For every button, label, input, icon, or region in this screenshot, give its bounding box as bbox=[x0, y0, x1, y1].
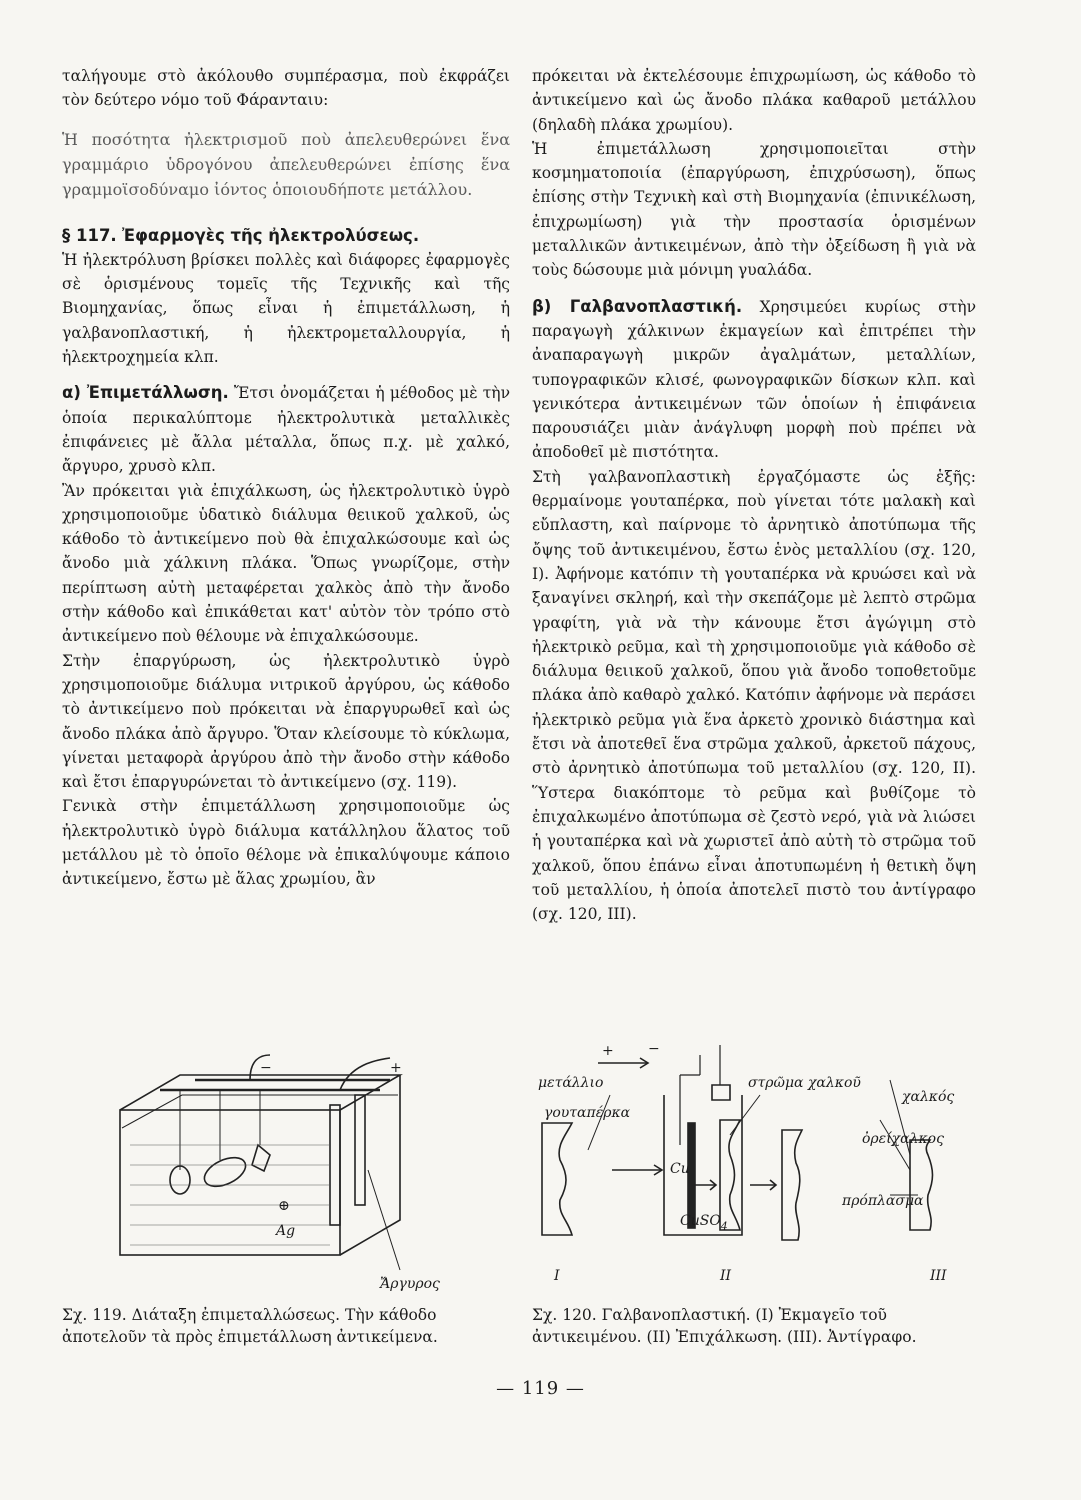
mold-in-bath bbox=[720, 1120, 740, 1230]
figure-119-electroplating-diagram bbox=[100, 1050, 520, 1295]
roman-i-label: I bbox=[554, 1268, 560, 1284]
left-column bbox=[62, 64, 510, 892]
anode-plate bbox=[330, 1105, 340, 1225]
paragraph: Ἡ ἐπιμετάλλωση χρησιμοποιεῖται στὴν κοσμηματοποιία (ἐπαργύρωση, ἐπιχρύσωση), ὅπως ἐπίσης στὴν Τεχνικὴ καὶ στὴ Βιομηχανία (ἐπινικέλωση, ἐπιχρωμίωση) γιὰ τὴν προστασία ὁρισμένων μεταλλικῶν ἀντικειμένων, ἀπὸ τὴν ὀξείδωση ἢ γιὰ νὰ τοὺς δώσουμε μιὰ μόνιμη γυαλάδα. bbox=[532, 139, 976, 280]
cu-label: Cu bbox=[670, 1161, 690, 1177]
plus-label: + bbox=[602, 1043, 614, 1059]
gutta-percha-mold bbox=[542, 1123, 572, 1235]
cathode-clip bbox=[712, 1085, 730, 1100]
copper-layer-label: στρῶμα χαλκοῦ bbox=[748, 1075, 861, 1091]
subheading-a: α) Ἐπιμετάλλωση. bbox=[62, 383, 229, 403]
caption-label: Σχ. 120. bbox=[532, 1306, 597, 1324]
metal-label: μετάλλιο bbox=[538, 1075, 604, 1091]
roman-iii-label: III bbox=[930, 1268, 947, 1284]
anode-plus-label: ⊕ bbox=[278, 1198, 290, 1214]
plus-label: + bbox=[390, 1060, 402, 1076]
paragraph: Ἡ ἠλεκτρόλυση βρίσκει πολλὲς καὶ διάφορες ἐφαρμογὲς σὲ ὁρισμένους τομεῖς τῆς Τεχνικῆς καὶ τῆς Βιομηχανίας, ὅπως εἶναι ἡ ἐπιμετάλλωση, ἡ γαλβανοπλαστική, ἡ ἠλεκτρομεταλλουργία, ἡ ἠλεκτροχημεία κλπ. bbox=[62, 250, 510, 367]
gutta-percha-label: γουταπέρκα bbox=[544, 1105, 631, 1121]
right-column bbox=[532, 64, 976, 926]
minus-label: − bbox=[648, 1041, 660, 1057]
tank-side bbox=[340, 1075, 400, 1255]
minus-label: − bbox=[260, 1060, 272, 1076]
section-heading bbox=[62, 224, 510, 248]
subheading-b: β) Γαλβανοπλαστική. bbox=[532, 296, 743, 316]
cathode-object bbox=[170, 1166, 190, 1194]
figure-119-caption bbox=[62, 1304, 510, 1348]
cathode-object bbox=[200, 1152, 250, 1192]
section-title: Ἐφαρμογὲς τῆς ἠλεκτρολύσεως. bbox=[121, 225, 420, 245]
paragraph: πρόκειται νὰ ἐκτελέσουμε ἐπιχρωμίωση, ὡς κάθοδο τὸ ἀντικείμενο καὶ ὡς ἄνοδο πλάκα καθαροῦ μετάλλου (δηλαδὴ πλάκα χρωμίου). bbox=[532, 67, 976, 134]
paragraph: Στὴν ἐπαργύρωση, ὡς ἠλεκτρολυτικὸ ὑγρὸ χρησιμοποιοῦμε διάλυμα νιτρικοῦ ἀργύρου, ὡς κάθοδο τὸ ἀντικείμενο ποὺ πρόκειται νὰ ἐπαργυρωθεῖ καὶ ὡς ἄνοδο πλάκα ἀπὸ ἄργυρο. Ὅταν κλείσουμε τὸ κύκλωμα, γίνεται μεταφορὰ ἀργύρου ἀπὸ τὴν ἄνοδο στὴν κάθοδο καὶ ἔτσι ἐπαργυρώνεται τὸ ἀντικείμενο (σχ. 119). bbox=[62, 651, 510, 792]
caption-label: Σχ. 119. bbox=[62, 1306, 127, 1324]
plaster-label: πρόπλασμα bbox=[842, 1193, 924, 1209]
roman-ii-label: II bbox=[720, 1268, 732, 1284]
ag-label: Ag bbox=[276, 1223, 296, 1239]
law-quote: Ἡ ποσότητα ἠλεκτρισμοῦ ποὺ ἀπελευθερώνει ἕνα γραμμάριο ὑδρογόνου ἀπελευθερώνει ἐπίσης ἕνα γραμμοϊσοδύναμο ἰόντος ὁποιουδήποτε μετάλλου. bbox=[62, 129, 510, 199]
paragraph: Στὴ γαλβανοπλαστικὴ ἐργαζόμαστε ὡς ἑξῆς: θερμαίνομε γουταπέρκα, ποὺ γίνεται τότε μαλακὴ καὶ εὔπλαστη, καὶ παίρνομε τὸ ἀρνητικὸ ἀποτύπωμα τῆς ὄψης τοῦ ἀντικειμένου, ἔστω ἑνὸς μεταλλίου (σχ. 120, Ι). Ἀφήνομε κατόπιν τὴ γουταπέρκα νὰ κρυώσει καὶ νὰ ξαναγίνει σκληρή, καὶ τὴν σκεπάζομε μὲ λεπτὸ στρῶμα γραφίτη, γιὰ νὰ τὴν κάνουμε ἔτσι ἀγώγιμη στὸ ἠλεκτρικὸ ρεῦμα, καὶ τὴ χρησιμοποιοῦμε γιὰ κάθοδο σὲ διάλυμα θειικοῦ χαλκοῦ, ὅπου γιὰ ἄνοδο τοποθετοῦμε πλάκα ἀπὸ καθαρὸ χαλκό. Κατόπιν ἀφήνομε νὰ περάσει ἠλεκτρικὸ ρεῦμα γιὰ ἕνα ἀρκετὸ χρονικὸ διάστημα καὶ ἔτσι νὰ ἀποτεθεῖ ἕνα στρῶμα χαλκοῦ, ἀρκετοῦ πάχους, στὸ ἀρνητικὸ ἀποτύπωμα τοῦ μεταλλίου (σχ. 120, ΙΙ). Ὕστερα διακόπτομε τὸ ρεῦμα καὶ βυθίζομε τὸ ἐπιχαλκωμένο ἀποτύπωμα σὲ ζεστὸ νερό, γιὰ νὰ λιώσει ἡ γουταπέρκα καὶ νὰ χωριστεῖ ἀπὸ αὐτὴ τὸ στρῶμα τοῦ χαλκοῦ, ὅπου ἐπάνω εἶναι ἀποτυπωμένη ἡ θετικὴ ὄψη τοῦ μεταλλίου, ἡ ὁποία ἀποτελεῖ πιστὸ του ἀντίγραφο (σχ. 120, ΙΙΙ). bbox=[532, 467, 976, 924]
figure-120-caption bbox=[532, 1304, 976, 1348]
section-number: § 117. bbox=[62, 225, 117, 245]
anode-plate bbox=[355, 1095, 365, 1205]
paragraph-text: Χρησιμεύει κυρίως στὴν παραγωγὴ χάλκινων ἐκμαγείων καὶ ἐπιτρέπει τὴν ἀναπαραγωγὴ μικρῶν ἀγαλμάτων, μεταλλίων, τυπογραφικῶν κλισέ, φωνογραφικῶν δίσκων κλπ. καὶ γενικότερα ἀντικειμένων τῶν ὁποίων ἡ ἐπιφάνεια παρουσιάζει μιὰν ἀνάγλυφη μορφὴ ποὺ πρέπει νὰ ἀποδοθεῖ μὲ πιστότητα. bbox=[532, 297, 976, 462]
paragraph-subheading-a bbox=[62, 381, 510, 478]
cuso4-subscript: 4 bbox=[720, 1220, 728, 1233]
caption-text: Γαλβανοπλαστική. (Ι) Ἐκμαγεῖο τοῦ ἀντικειμένου. (ΙΙ) Ἐπιχάλκωση. (ΙΙΙ). Ἀντίγραφο. bbox=[532, 1306, 917, 1346]
page-number: — 119 — bbox=[496, 1378, 585, 1399]
copper-copy bbox=[782, 1130, 802, 1240]
paragraph-text: Ἔτσι ὀνομάζεται ἡ μέθοδος μὲ τὴν ὁποία περικαλύπτομε ἠλεκτρολυτικὰ μεταλλικὲς ἐπιφάνειες μὲ ἄλλα μέταλλα, ὅπως π.χ. μὲ χαλκό, ἄργυρο, χρυσὸ κλπ. bbox=[62, 384, 510, 476]
figure-120-galvanoplasty-diagram bbox=[530, 1035, 975, 1300]
copper-label: χαλκός bbox=[902, 1089, 955, 1105]
silver-label: Ἄργυρος bbox=[380, 1276, 440, 1292]
brass-label: ὀρείχαλκος bbox=[862, 1131, 944, 1147]
cuso4-main: CuSO bbox=[680, 1213, 721, 1229]
paragraph: Γενικὰ στὴν ἐπιμετάλλωση χρησιμοποιοῦμε ὡς ἠλεκτρολυτικὸ ὑγρὸ διάλυμα κατάλληλου ἅλατος τοῦ μετάλλου μὲ τὸ ὁποῖο θέλομε νὰ ἐπικαλύψουμε κάποιο ἀντικείμενο, ἔστω μὲ ἅλας χρωμίου, ἂν bbox=[62, 797, 510, 889]
caption-text: Διάταξη ἐπιμεταλλώσεως. Τὴν κάθοδο ἀποτελοῦν τὰ πρὸς ἐπιμετάλλωση ἀντικείμενα. bbox=[62, 1306, 438, 1346]
plaster-object bbox=[910, 1140, 933, 1230]
paragraph: ταλήγουμε στὸ ἀκόλουθο συμπέρασμα, ποὺ ἐκφράζει τὸν δεύτερο νόμο τοῦ Φάρανταιυ: bbox=[62, 67, 510, 110]
paragraph-subheading-b bbox=[532, 295, 976, 465]
paragraph: Ἂν πρόκειται γιὰ ἐπιχάλκωση, ὡς ἠλεκτρολυτικὸ ὑγρὸ χρησιμοποιοῦμε ὑδατικὸ διάλυμα θειικοῦ χαλκοῦ, ὡς κάθοδο τὸ ἀντικείμενο ποὺ θὰ ἐπιχαλκώσουμε καὶ ὡς ἄνοδο μιὰ χάλκινη πλάκα. Ὅπως γνωρίζομε, στὴν περίπτωση αὐτὴ μεταφέρεται χαλκὸς ἀπὸ τὴν ἄνοδο στὴν κάθοδο καὶ ἐπικάθεται κατ' αὐτὸν τὸν τρόπο στὸ ἀντικείμενο ποὺ θέλουμε νὰ ἐπιχαλκώσουμε. bbox=[62, 481, 510, 646]
cuso4-label bbox=[680, 1213, 728, 1233]
cathode-object bbox=[252, 1145, 270, 1171]
